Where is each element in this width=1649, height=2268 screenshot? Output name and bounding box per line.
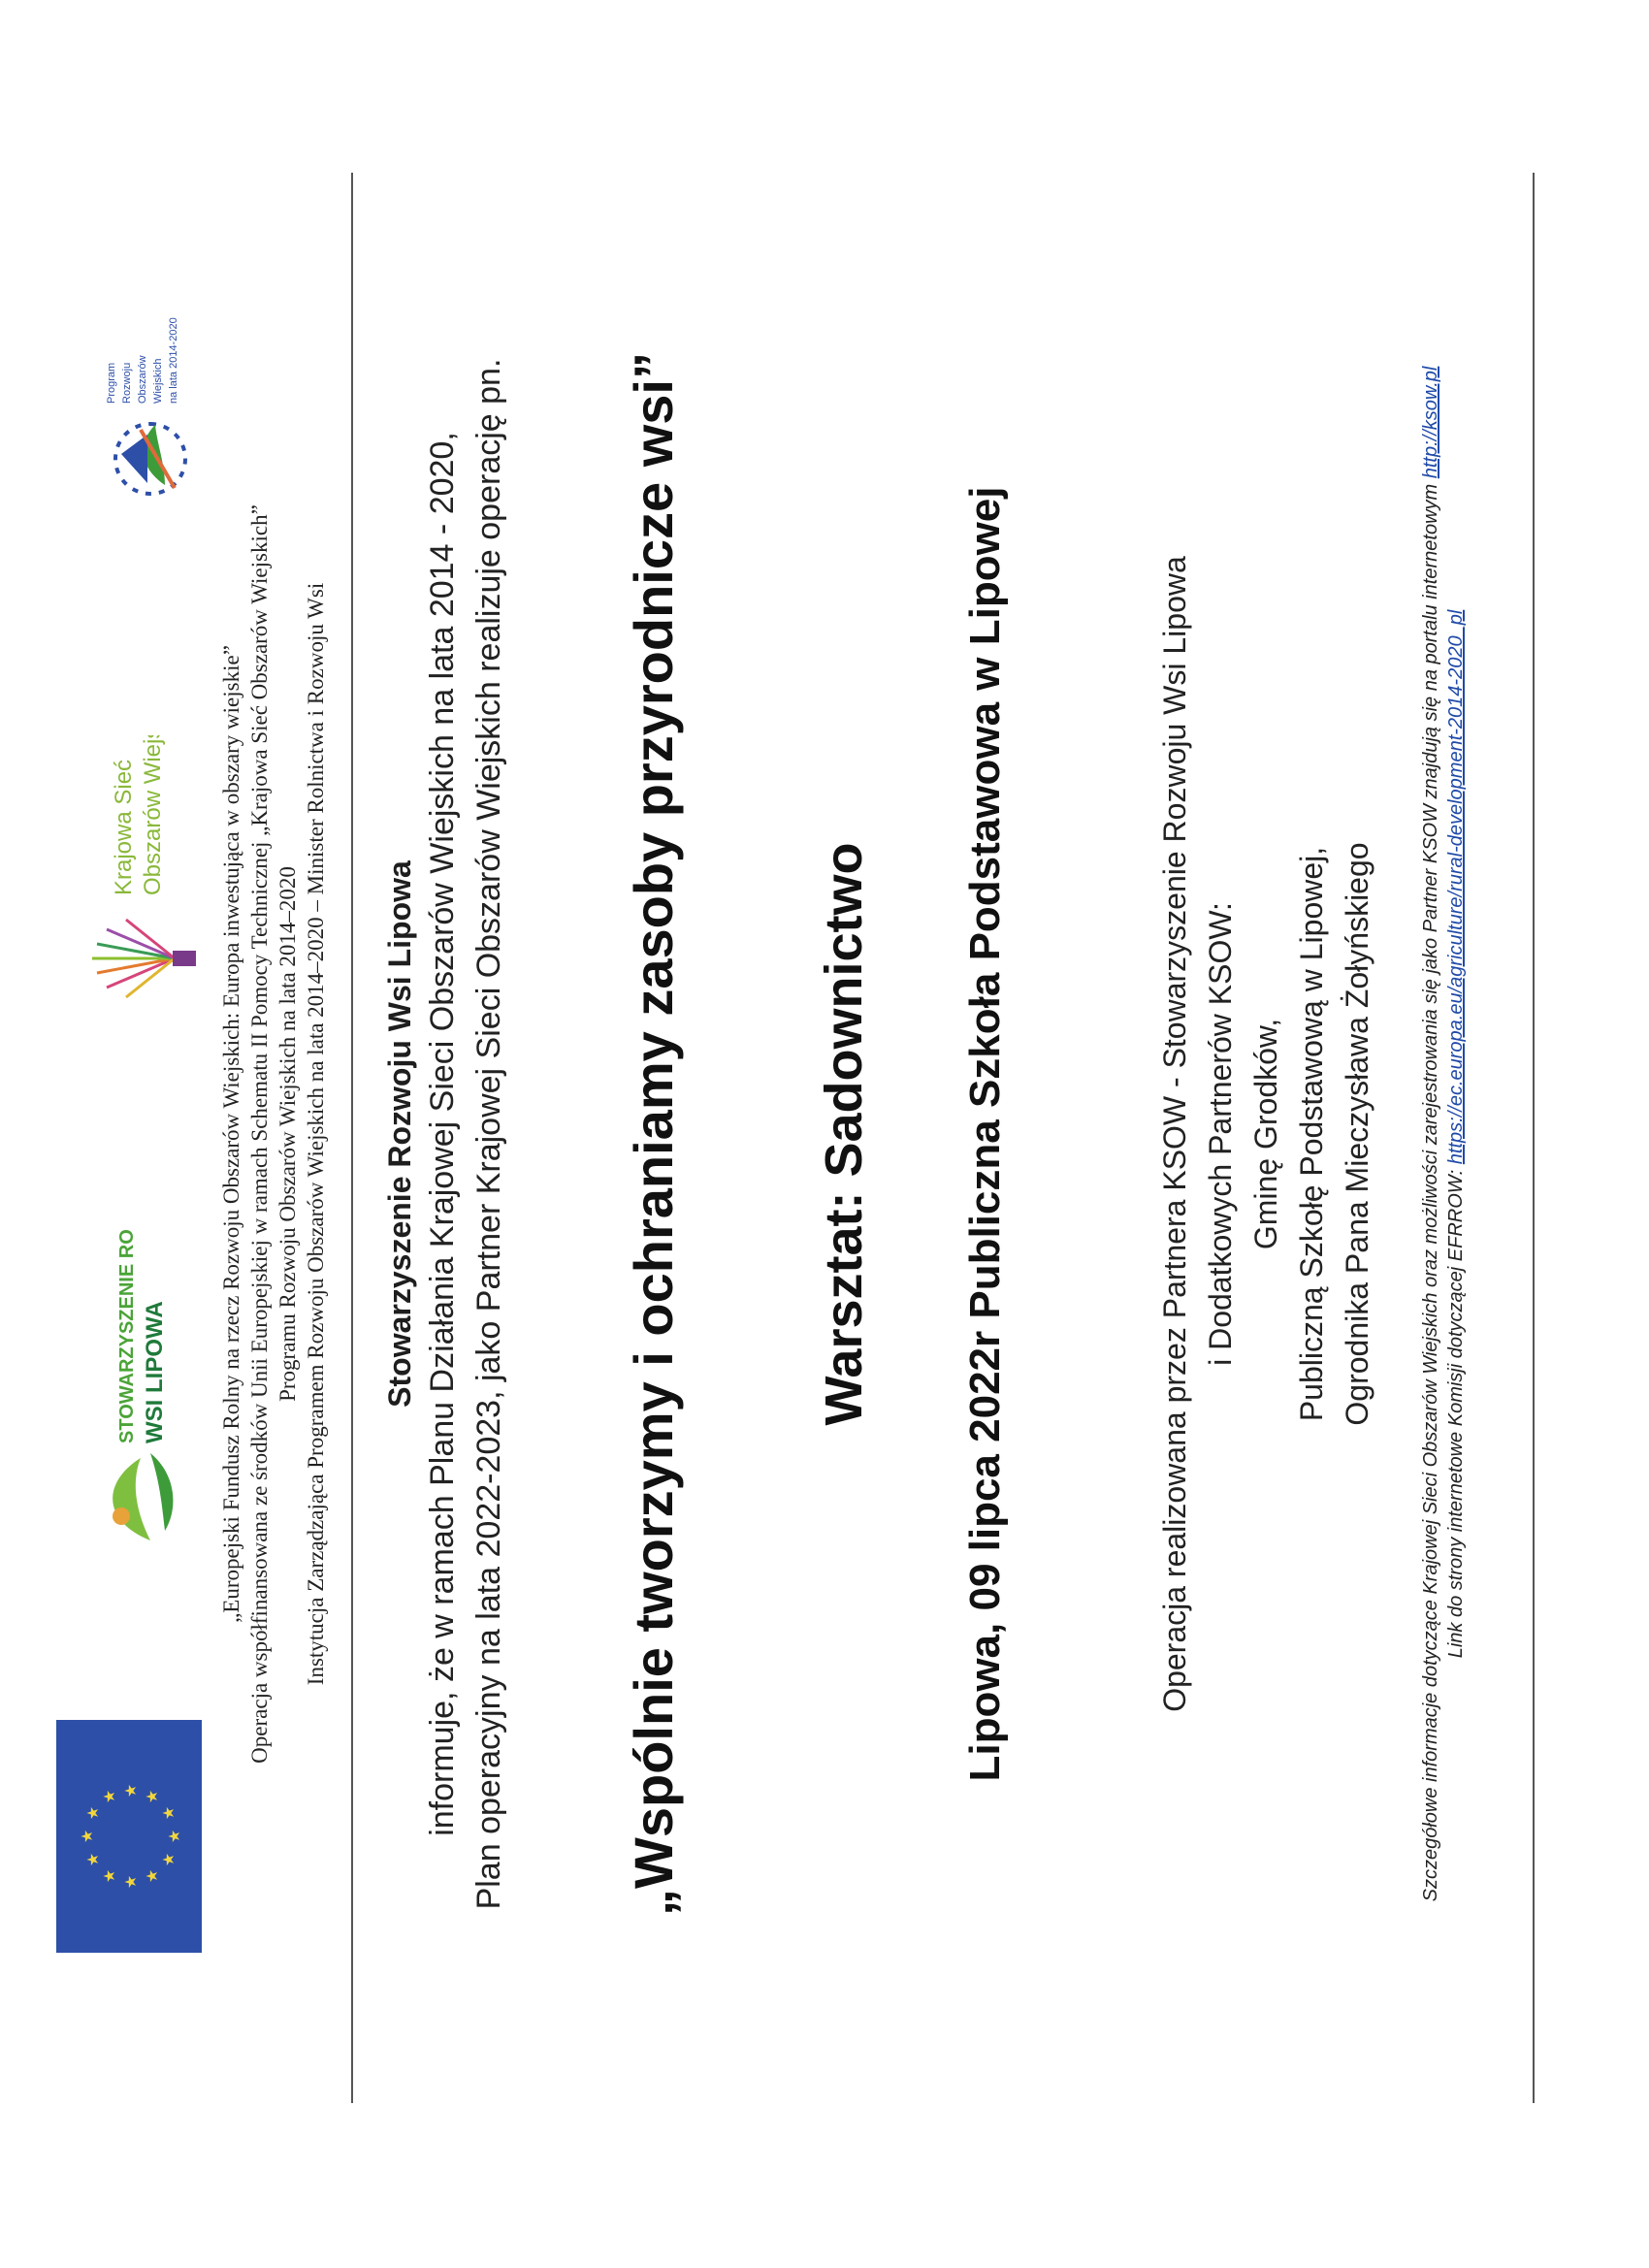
prow-line1: Program bbox=[106, 362, 117, 404]
svg-text:★: ★ bbox=[143, 1789, 161, 1804]
footer-block bbox=[1418, 0, 1469, 2268]
footer-text-1: Szczegółowe informacje dotyczące Krajowej Sieci Obszarów Wiejskich oraz możliwości zarejestrowania się jako Partner KSOW znajdują się na portalu internetowym bbox=[1420, 478, 1441, 1902]
footer-line-2 bbox=[1443, 0, 1469, 2268]
operation-title: „Wspólnie tworzymy i ochraniamy zasoby przyrodnicze wsi” bbox=[623, 352, 684, 1916]
ksow-line2: Obszarów Wiejskich bbox=[140, 735, 166, 895]
footer-line-1 bbox=[1418, 0, 1443, 2268]
partners-line: Ogrodnika Pana Mieczysława Żołyńskiego bbox=[1340, 842, 1374, 1426]
svg-text:★: ★ bbox=[159, 1852, 178, 1867]
prow-line5: na lata 2014-2020 bbox=[168, 317, 179, 404]
prow-stars-logo bbox=[87, 260, 223, 512]
svg-text:★: ★ bbox=[78, 1829, 96, 1844]
stowarzyszenie-line1: STOWARZYSZENIE ROZWOJU bbox=[116, 1230, 138, 1443]
partners-line: Publiczną Szkołę Podstawową w Lipowej, bbox=[1294, 846, 1329, 1422]
place-date: Lipowa, 09 lipca 2022r Publiczna Szkoła Podstawowa w Lipowej bbox=[961, 486, 1009, 1782]
svg-text:★: ★ bbox=[159, 1805, 178, 1821]
prow-line3: Obszarów bbox=[137, 355, 148, 404]
footer-text-2: Link do strony internetowe Komisji dotyczącej EFRROW: bbox=[1445, 1164, 1467, 1659]
ksow-link[interactable]: http://ksow.pl bbox=[1420, 366, 1441, 479]
svg-text:★: ★ bbox=[143, 1868, 161, 1884]
funding-line: Instytucja Zarządzająca Programem Rozwoju Obszarów Wiejskich na lata 2014–2020 – Minister Rolnictwa i Rozwoju Wsi bbox=[304, 582, 328, 1686]
svg-text:★: ★ bbox=[121, 1783, 140, 1798]
efrrow-link[interactable]: https://ec.europa.eu/agriculture/rural-development-2014-2020_pl bbox=[1445, 609, 1467, 1165]
partners-line: Operacja realizowana przez Partnera KSOW - Stowarzyszenie Rozwoju Wsi Lipowa bbox=[1157, 556, 1192, 1712]
announcement-org: Stowarzyszenie Rozwoju Wsi Lipowa bbox=[382, 860, 417, 1408]
eu-flag-icon bbox=[56, 1720, 202, 1953]
svg-text:★: ★ bbox=[83, 1805, 102, 1821]
announcement-line: informuje, że w ramach Planu Działania Krajowej Sieci Obszarów Wiejskich na lata 2014 - 2020, bbox=[424, 432, 461, 1836]
svg-text:★: ★ bbox=[121, 1874, 140, 1890]
stowarzyszenie-line2: WSI LIPOWA bbox=[142, 1301, 168, 1443]
funding-line: „Europejski Fundusz Rolny na rzecz Rozwoju Obszarów Wiejskich: Europa inwestująca w obszary wiejskie” bbox=[219, 645, 243, 1623]
announcement-line: Plan operacyjny na lata 2022-2023, jako Partner Krajowej Sieci Obszarów Wiejskich realizuje operację pn. bbox=[470, 358, 507, 1910]
partners-block bbox=[1152, 0, 1380, 2268]
partners-line: i Dodatkowych Partnerów KSOW: bbox=[1203, 902, 1238, 1366]
stowarzyszenie-leaf-logo bbox=[82, 1230, 189, 1550]
workshop-title: Warsztat: Sadownictwo bbox=[815, 842, 873, 1426]
prow-line2: Rozwoju bbox=[121, 362, 133, 404]
partners-line: Gminę Grodków, bbox=[1248, 1018, 1283, 1250]
bottom-divider bbox=[1533, 173, 1535, 2103]
announcement-block bbox=[380, 0, 512, 2268]
funding-line: Programu Rozwoju Obszarów Wiejskich na lata 2014–2020 bbox=[275, 866, 300, 1402]
svg-text:★: ★ bbox=[165, 1829, 183, 1844]
prow-line4: Wiejskich bbox=[152, 358, 164, 404]
svg-text:★: ★ bbox=[100, 1868, 118, 1884]
ksow-flower-logo bbox=[68, 735, 204, 1017]
svg-text:★: ★ bbox=[83, 1852, 102, 1867]
funding-line: Operacja współfinansowana ze środków Unii Europejskiej w ramach Schematu II Pomocy Technicznej „Krajowa Sieć Obszarów Wiejskich” bbox=[247, 504, 272, 1764]
ksow-line1: Krajowa Sieć bbox=[111, 759, 137, 895]
svg-text:★: ★ bbox=[100, 1789, 118, 1804]
funding-block bbox=[217, 0, 330, 2268]
top-divider bbox=[351, 173, 353, 2103]
